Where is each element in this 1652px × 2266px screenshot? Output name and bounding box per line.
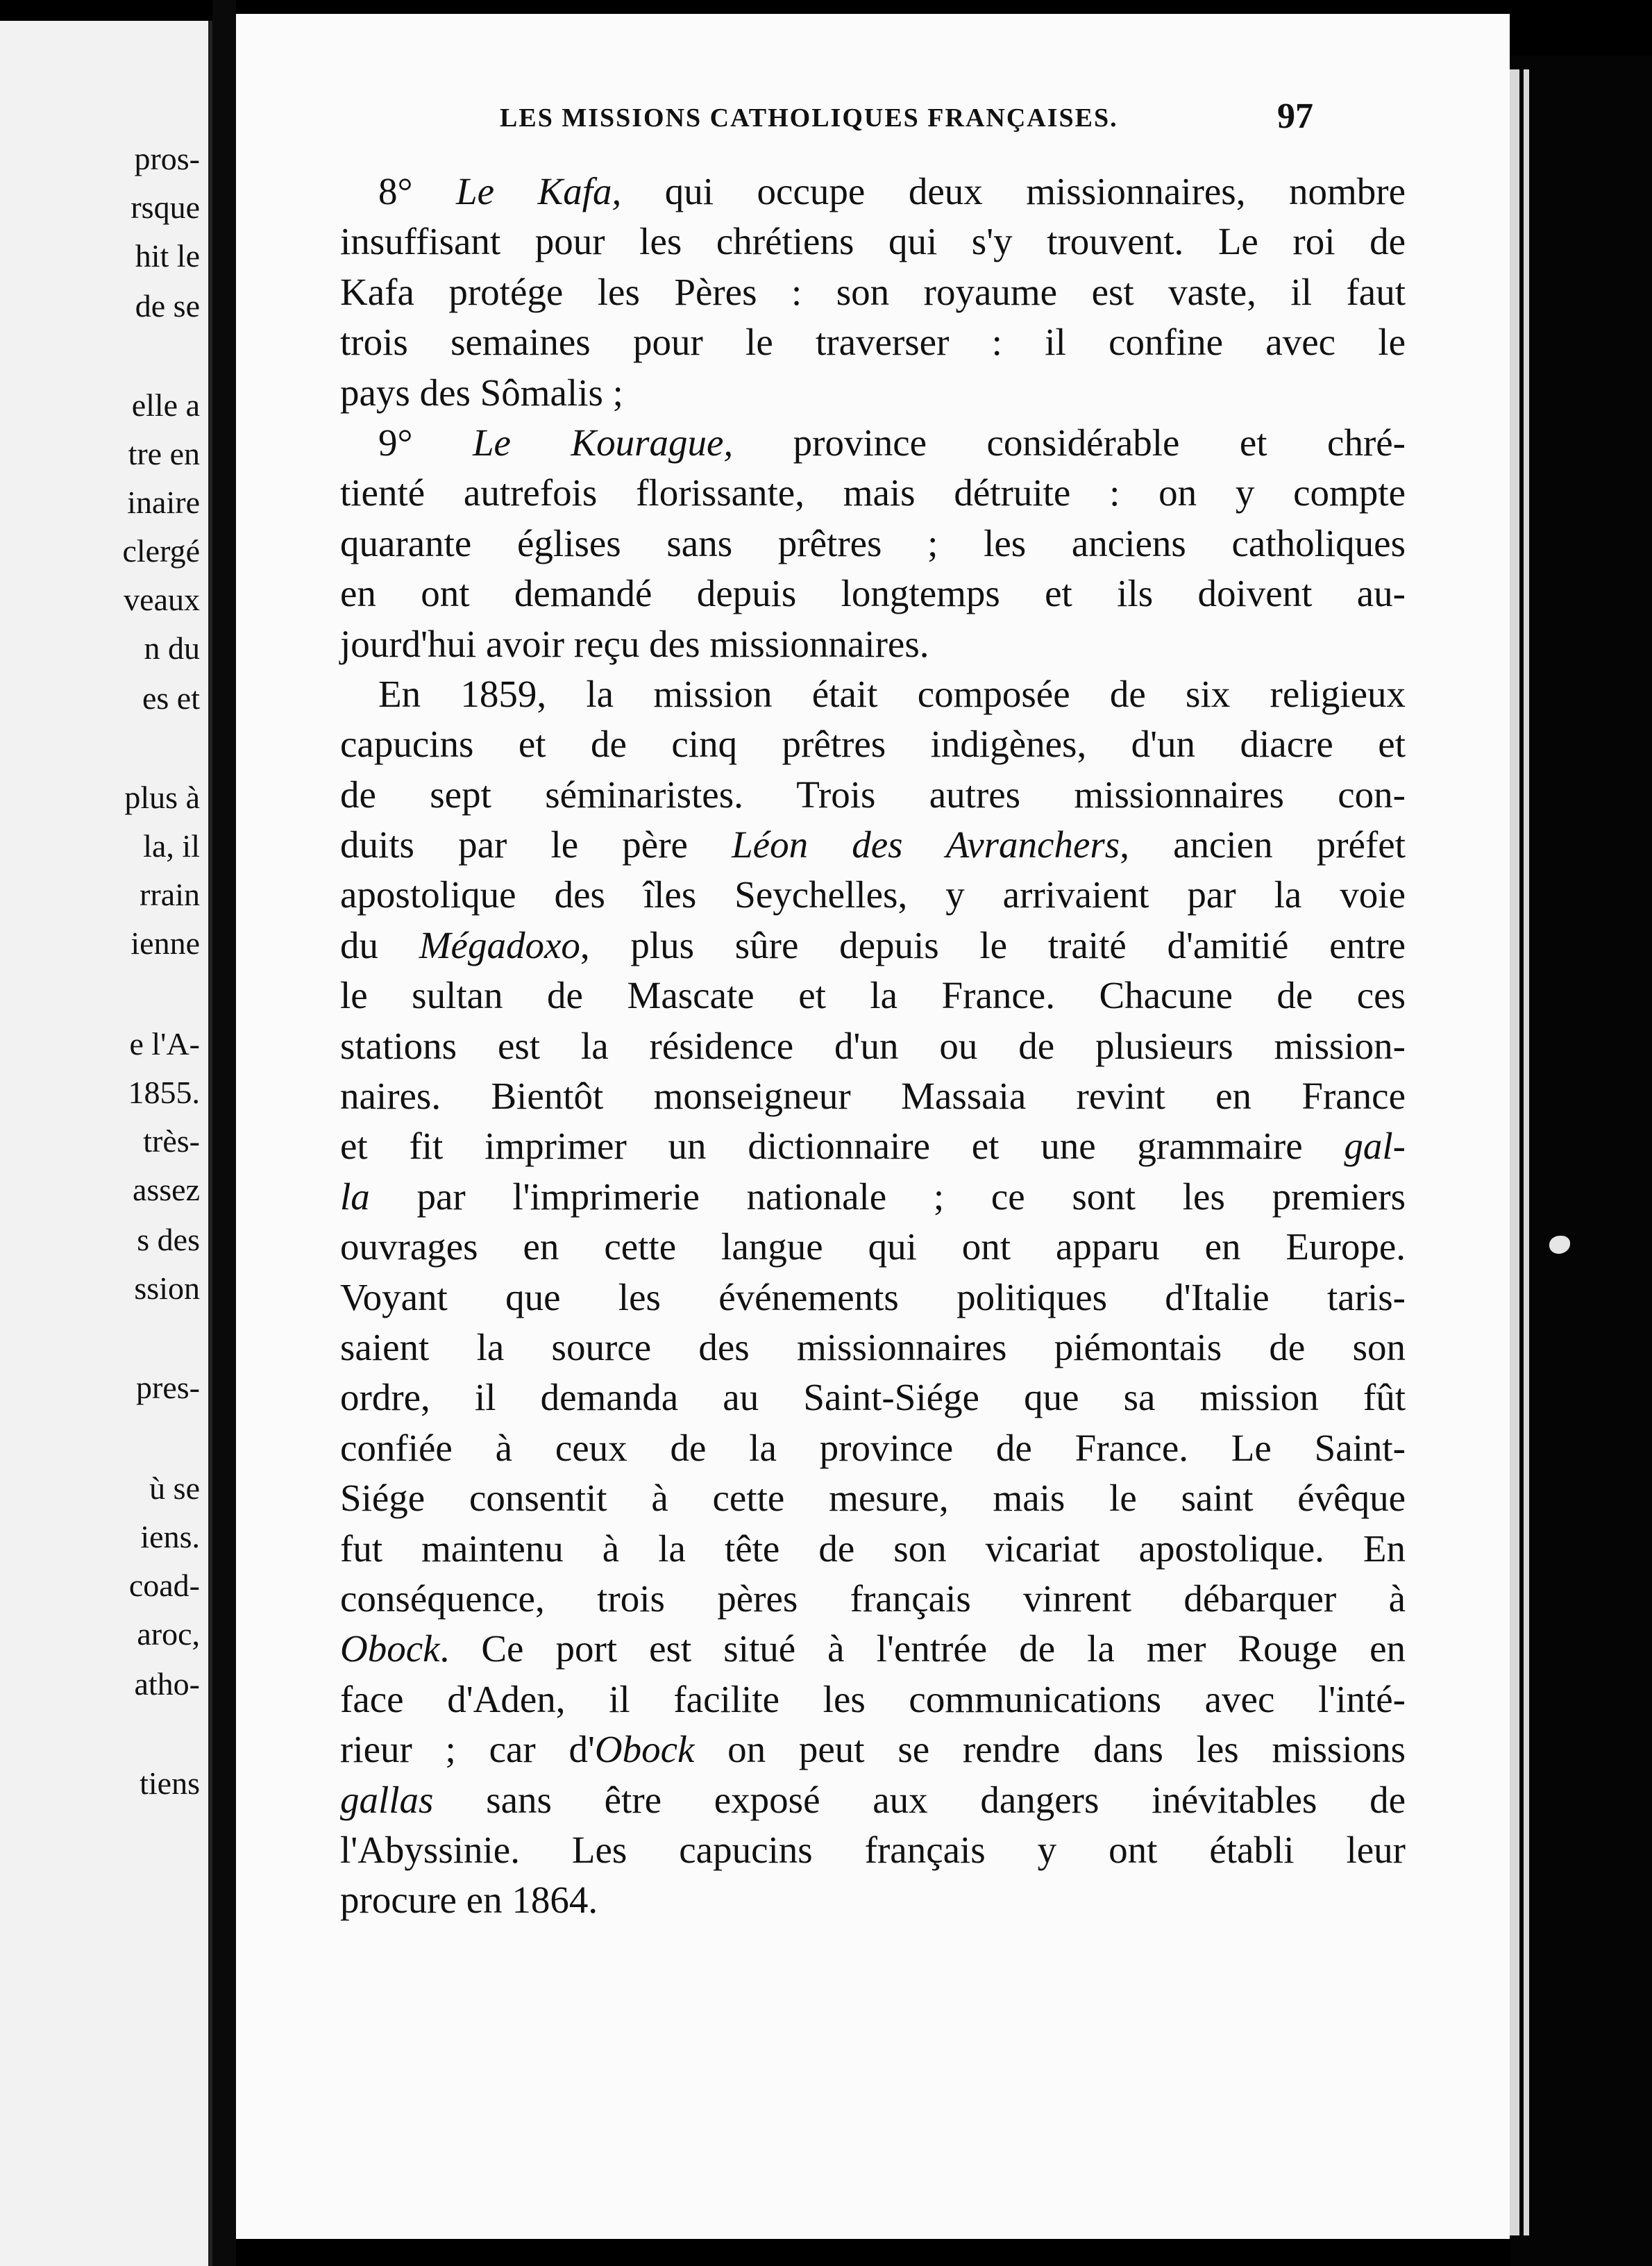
facing-page-text-fragment: ù se [149, 1470, 200, 1506]
facing-page-text-fragment: très- [143, 1123, 200, 1159]
text-run: Siége consentit à cette mesure, mais le saint évêque [340, 1477, 1406, 1520]
text-line [340, 1323, 1406, 1373]
text-run: conséquence, trois pères français vinrent débarquer à [340, 1577, 1406, 1620]
text-line [340, 1121, 1406, 1171]
text-line [340, 1624, 1406, 1674]
italic-phrase: gal- [1344, 1125, 1406, 1168]
facing-page-text-fragment: rsque [130, 190, 200, 225]
book-cover-edge [1510, 56, 1652, 2266]
text-run: et fit imprimer un dictionnaire et une grammaire [340, 1125, 1345, 1168]
text-line [340, 820, 1406, 870]
facing-page-text-fragment: rrain [140, 877, 200, 912]
facing-page-text-fragment: pres- [136, 1370, 200, 1405]
text-line [340, 669, 1406, 719]
text-run: l'Abyssinie. Les capucins français y ont établi leur [340, 1828, 1406, 1871]
italic-phrase: gallas [340, 1778, 434, 1821]
text-line [340, 468, 1406, 518]
text-line [340, 519, 1406, 569]
text-run: jourd'hui avoir reçu des missionnaires. [340, 622, 929, 665]
text-run: en ont demandé depuis longtemps et ils doivent au- [340, 572, 1406, 615]
text-run: 8° [378, 170, 457, 212]
text-line [340, 971, 1406, 1021]
text-run: apostolique des îles Seychelles, y arrivaient par la voie [340, 873, 1406, 916]
text-run: 9° [378, 421, 473, 464]
text-run: confiée à ceux de la province de France. Le Saint- [340, 1426, 1406, 1469]
text-line [340, 719, 1406, 769]
text-line [340, 1373, 1406, 1422]
italic-phrase: Obock [340, 1627, 440, 1670]
facing-page-text-fragment: tre en [128, 436, 200, 471]
text-run: tienté autrefois florissante, mais détruite : on y compte [340, 471, 1406, 514]
facing-page-text-fragment: elle a [131, 387, 200, 423]
text-run: rieur ; car d' [340, 1728, 595, 1771]
facing-page-text-fragment: coad- [128, 1568, 200, 1603]
facing-page-text-fragment: atho- [134, 1666, 200, 1702]
page-leaf-edge [1524, 69, 1529, 2235]
text-line [340, 267, 1406, 317]
text-line [340, 1172, 1406, 1222]
page-number: 97 [1277, 96, 1313, 136]
text-line [340, 870, 1406, 920]
facing-page-text-fragment: iens. [140, 1519, 200, 1554]
facing-page-text-fragment: es et [142, 680, 200, 716]
facing-page-text-fragment: ssion [134, 1270, 200, 1306]
text-line [340, 770, 1406, 820]
facing-page-margin [0, 21, 212, 2266]
facing-page-text-fragment: veaux [124, 582, 200, 617]
text-run: insuffisant pour les chrétiens qui s'y trouvent. Le roi de [340, 220, 1406, 263]
text-run: procure en 1864. [340, 1879, 598, 1922]
page-header [236, 96, 1510, 144]
text-line [340, 1524, 1406, 1574]
facing-page-text-fragment: de se [135, 288, 200, 324]
text-run: du [340, 923, 419, 966]
text-run: Voyant que les événements politiques d'Italie taris- [340, 1275, 1406, 1318]
italic-phrase: Obock [594, 1728, 695, 1771]
facing-page-text-fragment: e l'A- [129, 1026, 200, 1061]
book-gutter [212, 0, 236, 2266]
text-run: province considérable et chré- [733, 421, 1406, 464]
text-line [340, 167, 1406, 217]
text-run: fut maintenu à la tête de son vicariat apostolique. En [340, 1527, 1406, 1570]
text-line [340, 1574, 1406, 1624]
text-line [340, 1021, 1406, 1071]
facing-page-text-fragment: la, il [143, 828, 200, 864]
italic-phrase: Le Kafa, [456, 170, 622, 212]
text-line [340, 1071, 1406, 1121]
text-line [340, 1222, 1406, 1272]
text-line [340, 418, 1406, 468]
text-run: ouvrages en cette langue qui ont apparu en Europe. [340, 1225, 1406, 1268]
facing-page-text-fragment: n du [144, 630, 200, 666]
text-line [340, 1473, 1406, 1523]
running-head: LES MISSIONS CATHOLIQUES FRANÇAISES. [500, 103, 1118, 133]
text-line [340, 1273, 1406, 1323]
text-run: de sept séminaristes. Trois autres missionnaires con- [340, 773, 1406, 816]
text-run: on peut se rendre dans les missions [694, 1728, 1406, 1771]
text-run: Kafa protége les Pères : son royaume est vaste, il faut [340, 270, 1406, 313]
facing-page-text-fragment: hit le [135, 238, 200, 274]
text-run: En 1859, la mission était composée de six religieux [378, 672, 1406, 715]
text-run: duits par le père [340, 823, 732, 866]
text-run: . Ce port est situé à l'entrée de la mer Rouge en [439, 1627, 1406, 1670]
text-run: capucins et de cinq prêtres indigènes, d'un diacre et [340, 723, 1406, 766]
facing-page-text-fragment: tiens [140, 1765, 200, 1801]
text-line [340, 1875, 1406, 1925]
text-run: saient la source des missionnaires piémontais de son [340, 1325, 1406, 1368]
text-run: face d'Aden, il facilite les communications avec l'inté- [340, 1677, 1406, 1720]
text-run: stations est la résidence d'un ou de plusieurs mission- [340, 1024, 1406, 1067]
text-run: naires. Bientôt monseigneur Massaia revint en France [340, 1075, 1406, 1118]
text-run: le sultan de Mascate et la France. Chacune de ces [340, 974, 1406, 1017]
facing-page-text-fragment: 1855. [128, 1075, 200, 1110]
text-line [340, 569, 1406, 619]
body-text [340, 167, 1406, 1926]
facing-page-text-fragment: aroc, [137, 1616, 200, 1652]
text-line [340, 1775, 1406, 1825]
text-line [340, 1423, 1406, 1473]
text-run: qui occupe deux missionnaires, nombre [621, 170, 1406, 212]
text-line [340, 1675, 1406, 1724]
text-run: sans être exposé aux dangers inévitables de [433, 1778, 1406, 1821]
text-line [340, 368, 1406, 418]
text-line [340, 217, 1406, 267]
italic-phrase: Le Kourague, [472, 421, 734, 464]
facing-page-text-fragment: ienne [130, 925, 200, 961]
facing-page-text-fragment: assez [132, 1172, 200, 1207]
italic-phrase: Mégadoxo [419, 923, 580, 966]
text-run: trois semaines pour le traverser : il confine avec le [340, 321, 1406, 364]
page-leaf-edge [1510, 69, 1519, 2235]
text-run: ordre, il demanda au Saint-Siége que sa mission fût [340, 1376, 1406, 1419]
italic-phrase: la [340, 1175, 370, 1218]
text-run: quarante églises sans prêtres ; les anciens catholiques [340, 521, 1406, 564]
text-line [340, 1825, 1406, 1875]
facing-page-text-fragment: inaire [127, 485, 200, 520]
facing-page-text-fragment: clergé [122, 533, 200, 569]
facing-page-text-fragment: pros- [134, 141, 200, 176]
facing-page-text-fragment: s des [137, 1222, 200, 1257]
text-line [340, 921, 1406, 971]
text-line [340, 1724, 1406, 1774]
text-line [340, 317, 1406, 367]
text-run: pays des Sômalis ; [340, 371, 623, 414]
book-page [236, 14, 1510, 2239]
facing-page-text-fragment: plus à [124, 780, 200, 815]
text-run: , ancien préfet [1120, 823, 1406, 866]
text-run: , plus sûre depuis le traité d'amitié entre [580, 923, 1406, 966]
text-line [340, 619, 1406, 669]
text-run: par l'imprimerie nationale ; ce sont les premiers [369, 1175, 1406, 1218]
italic-phrase: Léon des Avranchers [732, 823, 1120, 866]
